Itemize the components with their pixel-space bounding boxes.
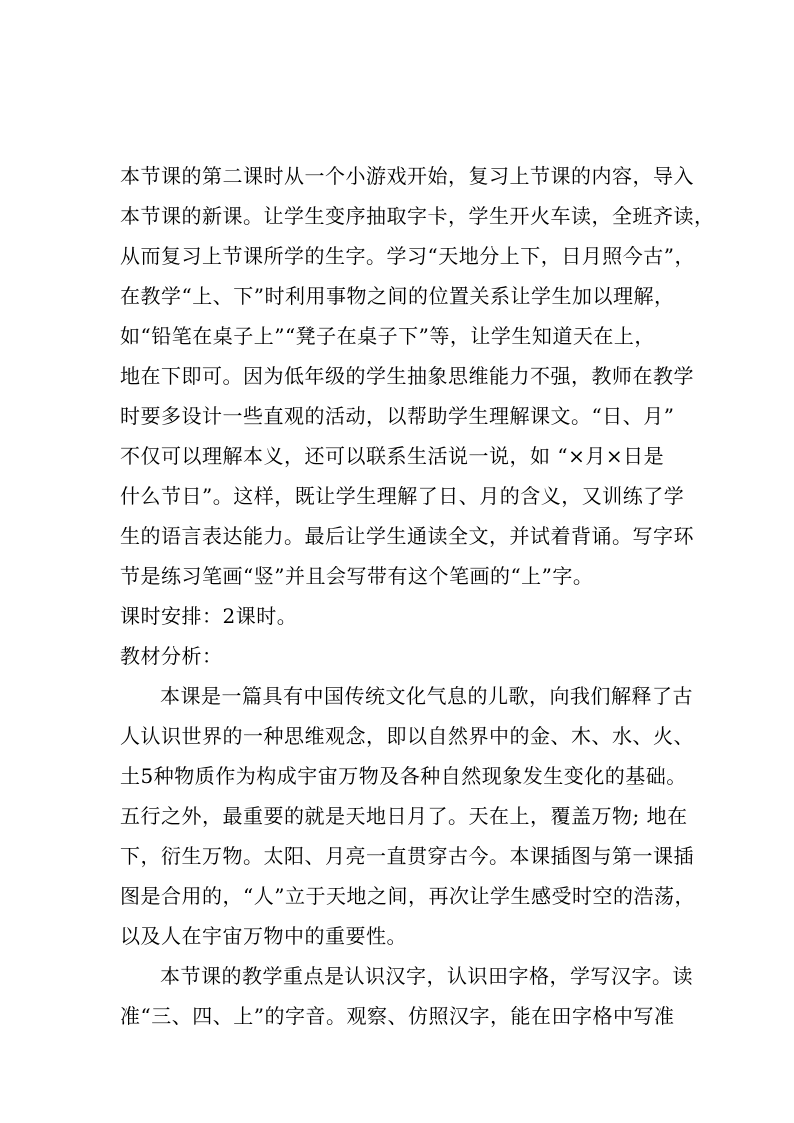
paragraph-line: 本节课的教学重点是认识汉字，认识田字格，学写汉字。读 [160, 964, 693, 988]
paragraph-line: 土5种物质作为构成宇宙万物及各种自然现象发生变化的基础。 [120, 764, 687, 788]
paragraph-line: 本节课的新课。让学生变序抽取字卡，学生开火车读，全班齐读， [120, 204, 715, 228]
paragraph-line: 从而复习上节课所学的生字。学习“天地分上下，日月照今古”， [120, 244, 695, 268]
paragraph-line: 什么节日”。这样，既让学生理解了日、月的含义，又训练了学 [120, 484, 685, 508]
paragraph-line: 准“三、四、上”的字音。观察、仿照汉字，能在田字格中写准 [120, 1004, 675, 1028]
paragraph-line: 在教学“上、下”时利用事物之间的位置关系让学生加以理解， [120, 284, 675, 308]
section-heading: 教材分析： [120, 644, 223, 668]
paragraph-line: 节是练习笔画“竖”并且会写带有这个笔画的“上”字。 [120, 564, 594, 588]
paragraph-line: 本课是一篇具有中国传统文化气息的儿歌，向我们解释了古 [160, 684, 693, 708]
paragraph-line: 时要多设计一些直观的活动，以帮助学生理解课文。“日、月” [120, 404, 675, 428]
paragraph-line: 如“铅笔在桌子上”“凳子在桌子下”等，让学生知道天在上， [120, 324, 655, 348]
schedule-line: 课时安排：2课时。 [120, 604, 298, 628]
paragraph-line: 不仅可以理解本义，还可以联系生活说一说，如 “×月×日是 [120, 444, 665, 468]
paragraph-line: 下，衍生万物。太阳、月亮一直贯穿古今。本课插图与第一课插 [120, 844, 694, 868]
paragraph-line: 人认识世界的一种思维观念，即以自然界中的金、木、水、火、 [120, 724, 694, 748]
paragraph-line: 本节课的第二课时从一个小游戏开始，复习上节课的内容，导入 [120, 164, 694, 188]
paragraph-line: 图是合用的，“人”立于天地之间，再次让学生感受时空的浩荡， [120, 884, 695, 908]
paragraph-line: 地在下即可。因为低年级的学生抽象思维能力不强，教师在教学 [120, 364, 694, 388]
paragraph-line: 五行之外，最重要的就是天地日月了。天在上，覆盖万物; 地在 [120, 804, 688, 828]
paragraph-line: 生的语言表达能力。最后让学生通读全文，并试着背诵。写字环 [120, 524, 694, 548]
paragraph-line: 以及人在宇宙万物中的重要性。 [120, 924, 407, 948]
